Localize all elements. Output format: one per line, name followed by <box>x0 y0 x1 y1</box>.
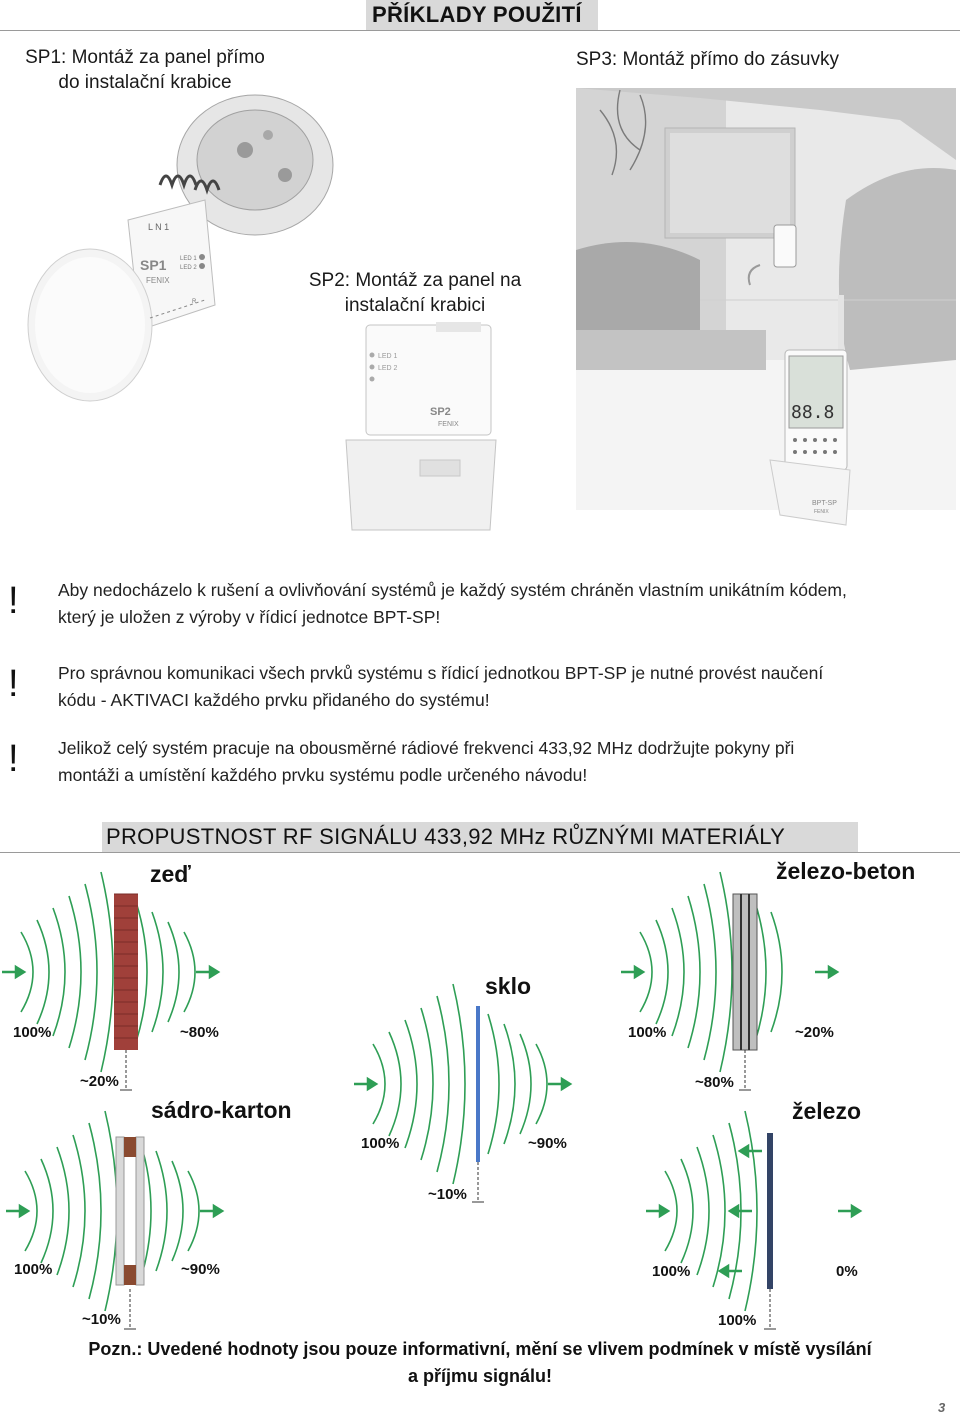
sklo-outgoing-wave <box>488 1014 499 1154</box>
sklo-outgoing-wave <box>520 1034 531 1134</box>
zelezo-incoming-wave <box>697 1147 709 1275</box>
bpt-display-value: 88.8 <box>791 402 835 423</box>
sadro-karton-outgoing-wave <box>172 1161 183 1261</box>
sp1-device-name: SP1 <box>140 257 167 273</box>
zelezo-incoming-wave <box>681 1159 693 1263</box>
note-text: Jelikož celý systém pracuje na obousměrné rádiové frekvenci 433,92 MHz dodržujte pokyny při montáži a umístění každého prvku systému podle určeného návodu! <box>58 738 795 785</box>
sadro-karton-outgoing-wave <box>156 1151 167 1271</box>
sklo-out-percent: ~90% <box>528 1135 567 1152</box>
sadro-karton-wall-board <box>116 1137 124 1285</box>
zelezo-beton-incoming-wave <box>720 872 732 1072</box>
warning-icon: ! <box>8 580 19 622</box>
zed-reflect-percent: ~20% <box>80 1073 119 1090</box>
sadro-karton-wall-board <box>136 1137 144 1285</box>
sadro-karton-incoming-wave <box>73 1135 85 1287</box>
note-text: Pro správnou komunikaci všech prvků systému s řídicí jednotkou BPT-SP je nutné provést naučení kódu - AKTIVACI každého prvku přidaného do systému! <box>58 663 824 710</box>
zelezo-incoming-arrow <box>646 1206 668 1216</box>
footer-note-line1: Pozn.: Uvedené hodnoty jsou pouze informativní, mění se vlivem podmínek v místě vysílání <box>88 1339 872 1359</box>
zelezo-beton-incoming-arrow <box>621 967 643 977</box>
sadro-karton-incoming-wave <box>105 1111 117 1311</box>
sadro-karton-reflect-percent: ~10% <box>82 1311 121 1328</box>
zelezo-out-percent: 0% <box>836 1263 858 1280</box>
zed-out-percent: ~80% <box>180 1024 219 1041</box>
zelezo-reflect-percent: 100% <box>718 1312 757 1329</box>
footer-note <box>0 1336 960 1390</box>
zed-incoming-wave <box>85 884 97 1060</box>
sadro-karton-in-percent: 100% <box>14 1261 53 1278</box>
sp1-caption-line1: SP1: Montáž za panel přímo <box>25 47 265 68</box>
zed-outgoing-arrow <box>196 967 218 977</box>
warning-icon: ! <box>8 663 19 705</box>
sp1-led2-label: LED 2 <box>180 265 197 271</box>
sadro-karton-incoming-wave <box>57 1147 69 1275</box>
zed-outgoing-wave <box>168 922 179 1022</box>
zelezo-in-percent: 100% <box>652 1263 691 1280</box>
sadro-karton-out-percent: ~90% <box>181 1261 220 1278</box>
sklo-incoming-wave <box>389 1032 401 1136</box>
rf-section-title: PROPUSTNOST RF SIGNÁLU 433,92 MHz RŮZNÝMI MATERIÁLY <box>106 824 786 849</box>
sadro-karton-incoming-arrow <box>6 1206 28 1216</box>
page-number: 3 <box>938 1400 946 1415</box>
material-label-sadro-karton: sádro-karton <box>151 1097 292 1123</box>
material-label-zed: zeď <box>150 861 191 887</box>
zelezo-beton-incoming-wave <box>672 908 684 1036</box>
warning-icon: ! <box>8 738 19 780</box>
zelezo-reflected-arrow <box>740 1146 762 1156</box>
zed-incoming-wave <box>69 896 81 1048</box>
zelezo-incoming-wave <box>713 1135 725 1287</box>
page-title: PŘÍKLADY POUŽITÍ <box>372 2 582 27</box>
sadro-karton-wall-stud <box>124 1137 136 1157</box>
sp2-device-brand: FENIX <box>438 421 459 428</box>
sp2-led2-label: LED 2 <box>378 365 398 372</box>
zelezo-wall <box>767 1133 773 1289</box>
zed-incoming-wave <box>101 872 113 1072</box>
note-text: Aby nedocházelo k rušení a ovlivňování systémů je každý systém chráněn vlastním unikátním kódem, který je uložen z výroby v řídicí jednotce BPT-SP! <box>58 580 847 627</box>
zed-outgoing-wave <box>152 912 163 1032</box>
zed-in-percent: 100% <box>13 1024 52 1041</box>
sklo-outgoing-wave <box>536 1044 547 1124</box>
footer-note-line2: a příjmu signálu! <box>407 1366 553 1386</box>
sp2-caption-line2: instalační krabici <box>344 295 486 316</box>
zelezo-beton-out-percent: ~20% <box>795 1024 834 1041</box>
zelezo-outgoing-arrow <box>838 1206 860 1216</box>
sadro-karton-incoming-wave <box>41 1159 53 1263</box>
sklo-incoming-wave <box>405 1020 417 1148</box>
sp3-caption: SP3: Montáž přímo do zásuvky <box>576 49 839 70</box>
material-label-sklo: sklo <box>485 973 532 999</box>
sklo-outgoing-arrow <box>548 1079 570 1089</box>
zelezo-beton-in-percent: 100% <box>628 1024 667 1041</box>
zelezo-beton-wall <box>733 894 757 1050</box>
zelezo-beton-outgoing-wave <box>771 912 782 1032</box>
sklo-outgoing-wave <box>504 1024 515 1144</box>
zed-outgoing-wave <box>184 932 195 1012</box>
sp1-device-brand: FENIX <box>146 276 170 285</box>
sklo-incoming-wave <box>437 996 449 1172</box>
sklo-incoming-arrow <box>354 1079 376 1089</box>
sp1-caption-line2: do instalační krabice <box>58 72 232 93</box>
bpt-device-brand: FENIX <box>814 509 829 515</box>
sklo-in-percent: 100% <box>361 1135 400 1152</box>
sadro-karton-outgoing-wave <box>188 1171 199 1251</box>
zelezo-beton-outgoing-arrow <box>815 967 837 977</box>
material-label-zelezo-beton: železo-beton <box>776 858 916 884</box>
bpt-device-name: BPT-SP <box>812 500 837 507</box>
sp1-led1-label: LED 1 <box>180 256 197 262</box>
zelezo-reflected-arrow <box>720 1266 742 1276</box>
zed-incoming-arrow <box>2 967 24 977</box>
sadro-karton-wall-stud <box>124 1265 136 1285</box>
sp1-terminal-labels: L N 1 <box>148 222 170 232</box>
zed-incoming-wave <box>37 920 49 1024</box>
zed-wall <box>114 894 138 1050</box>
material-label-zelezo: železo <box>792 1098 862 1124</box>
sp1-r-label: R <box>192 299 197 305</box>
sp2-caption-line1: SP2: Montáž za panel na <box>308 270 522 291</box>
sadro-karton-outgoing-arrow <box>200 1206 222 1216</box>
sklo-wall <box>476 1006 480 1162</box>
zelezo-beton-incoming-wave <box>704 884 716 1060</box>
sklo-incoming-wave <box>421 1008 433 1160</box>
sp2-led1-label: LED 1 <box>378 353 398 360</box>
zelezo-beton-incoming-wave <box>656 920 668 1024</box>
zelezo-beton-incoming-wave <box>688 896 700 1048</box>
sklo-incoming-wave <box>453 984 465 1184</box>
sadro-karton-incoming-wave <box>89 1123 101 1299</box>
sp2-device-name: SP2 <box>430 406 451 418</box>
zelezo-beton-reflect-percent: ~80% <box>695 1074 734 1091</box>
zed-incoming-wave <box>53 908 65 1036</box>
sklo-reflect-percent: ~10% <box>428 1186 467 1203</box>
